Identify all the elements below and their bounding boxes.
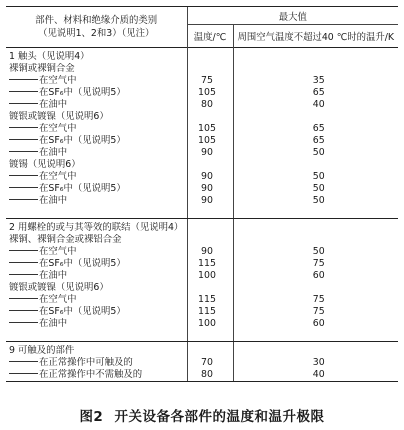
- document-page: [6, 6, 398, 382]
- table-row: [6, 318, 398, 330]
- temperature-rise-value: 50: [312, 183, 325, 194]
- table-row: [6, 63, 398, 75]
- table-row: [6, 87, 398, 99]
- temperature-rise-value: 35: [312, 75, 325, 86]
- table-body: [6, 48, 398, 382]
- temperature-value: 115: [198, 294, 216, 305]
- indent-dash: [9, 127, 38, 128]
- row-label: 在正常操作中可触及的: [39, 357, 133, 368]
- category-header-line2: （见说明1、2和3）（见注）: [38, 28, 155, 39]
- figure-title: 开关设备各部件的温度和温升极限: [114, 409, 325, 425]
- table-row: [6, 135, 398, 147]
- temperature-rise-value: 50: [312, 246, 325, 257]
- group-separator: [6, 207, 398, 219]
- indent-dash: [9, 298, 38, 299]
- temperature-value: 105: [198, 135, 216, 146]
- temperature-rise-value: 65: [312, 123, 325, 134]
- temperature-rise-value: 50: [312, 195, 325, 206]
- table-header: [6, 7, 398, 48]
- temperature-value: 90: [201, 183, 213, 194]
- table-row: [6, 159, 398, 171]
- table-row: [6, 111, 398, 123]
- temperature-rise-value: 50: [312, 171, 325, 182]
- temperature-limits-table: [6, 6, 398, 382]
- temperature-rise-value: 40: [312, 369, 325, 380]
- row-label: 在SF₆中（见说明5）: [39, 87, 126, 98]
- row-label: 镀锡（见说明6）: [9, 159, 81, 170]
- indent-dash: [9, 310, 38, 311]
- indent-dash: [9, 139, 38, 140]
- row-label: 在空气中: [39, 246, 77, 257]
- temperature-value: 75: [201, 75, 213, 86]
- row-label: 在油中: [39, 147, 68, 158]
- table-row: [6, 75, 398, 87]
- category-header-line1: 部件、材料和绝缘介质的类别: [35, 15, 158, 26]
- indent-dash: [9, 199, 38, 200]
- temperature-value: 90: [201, 246, 213, 257]
- row-label: 在空气中: [39, 123, 77, 134]
- row-label: 在空气中: [39, 75, 77, 86]
- table-row: [6, 246, 398, 258]
- table-row: [6, 342, 398, 358]
- row-label: 在SF₆中（见说明5）: [39, 258, 126, 269]
- table-row: [6, 147, 398, 159]
- row-label: 镀银或镀镍（见说明6）: [9, 282, 109, 293]
- temperature-value: 90: [201, 195, 213, 206]
- indent-dash: [9, 322, 38, 323]
- table-row: [6, 306, 398, 318]
- temperature-value: 80: [201, 369, 213, 380]
- temperature-value: 100: [198, 318, 216, 329]
- table-row: [6, 282, 398, 294]
- table-row: [6, 294, 398, 306]
- indent-dash: [9, 361, 38, 362]
- indent-dash: [9, 274, 38, 275]
- indent-dash: [9, 373, 38, 374]
- temperature-value: 100: [198, 270, 216, 281]
- indent-dash: [9, 250, 38, 251]
- row-label: 1 触头（见说明4）: [9, 51, 90, 62]
- temperature-rise-value: 65: [312, 87, 325, 98]
- temperature-rise-column-header: 周围空气温度不超过40 ℃时的温升/K: [233, 25, 398, 48]
- max-value-header: 最大值: [187, 7, 398, 25]
- figure-caption: [0, 405, 404, 425]
- group-separator: [6, 330, 398, 342]
- row-label: 2 用螺栓的或与其等效的联结（见说明4）: [9, 222, 184, 233]
- temperature-rise-value: 75: [312, 294, 325, 305]
- row-label: 在SF₆中（见说明5）: [39, 306, 126, 317]
- temperature-value: 105: [198, 123, 216, 134]
- row-label: 在油中: [39, 270, 68, 281]
- row-label: 镀银或镀镍（见说明6）: [9, 111, 109, 122]
- temperature-rise-value: 60: [312, 270, 325, 281]
- temperature-value: 80: [201, 99, 213, 110]
- temperature-rise-value: 50: [312, 147, 325, 158]
- table-row: [6, 270, 398, 282]
- table-row: [6, 258, 398, 270]
- temperature-value: 70: [201, 357, 213, 368]
- temperature-rise-value: 65: [312, 135, 325, 146]
- temperature-column-header: 温度/℃: [187, 25, 233, 48]
- indent-dash: [9, 262, 38, 263]
- indent-dash: [9, 175, 38, 176]
- temperature-value: 90: [201, 171, 213, 182]
- temperature-value: 115: [198, 306, 216, 317]
- row-label: 裸铜、裸铜合金或裸铝合金: [9, 234, 122, 245]
- table-row: [6, 183, 398, 195]
- temperature-value: 90: [201, 147, 213, 158]
- temperature-rise-value: 75: [312, 306, 325, 317]
- row-label: 9 可触及的部件: [9, 345, 75, 356]
- table-row: [6, 219, 398, 235]
- row-label: 裸铜或裸铜合金: [9, 63, 75, 74]
- table-row: [6, 195, 398, 207]
- temperature-value: 105: [198, 87, 216, 98]
- table-row: [6, 171, 398, 183]
- indent-dash: [9, 151, 38, 152]
- table-row: [6, 234, 398, 246]
- figure-number: 图2: [79, 409, 104, 425]
- temperature-rise-value: 30: [312, 357, 325, 368]
- table-row: [6, 369, 398, 382]
- row-label: 在SF₆中（见说明5）: [39, 183, 126, 194]
- row-label: 在SF₆中（见说明5）: [39, 135, 126, 146]
- temperature-rise-value: 60: [312, 318, 325, 329]
- row-label: 在空气中: [39, 171, 77, 182]
- row-label: 在空气中: [39, 294, 77, 305]
- row-label: 在正常操作中不需触及的: [39, 369, 143, 380]
- table-row: [6, 123, 398, 135]
- table-row: [6, 48, 398, 64]
- temperature-value: 115: [198, 258, 216, 269]
- indent-dash: [9, 79, 38, 80]
- row-label: 在油中: [39, 195, 68, 206]
- table-row: [6, 357, 398, 369]
- table-row: [6, 99, 398, 111]
- row-label: 在油中: [39, 99, 68, 110]
- temperature-rise-value: 40: [312, 99, 325, 110]
- indent-dash: [9, 103, 38, 104]
- indent-dash: [9, 187, 38, 188]
- temperature-rise-value: 75: [312, 258, 325, 269]
- category-column-header: [6, 7, 187, 48]
- row-label: 在油中: [39, 318, 68, 329]
- indent-dash: [9, 91, 38, 92]
